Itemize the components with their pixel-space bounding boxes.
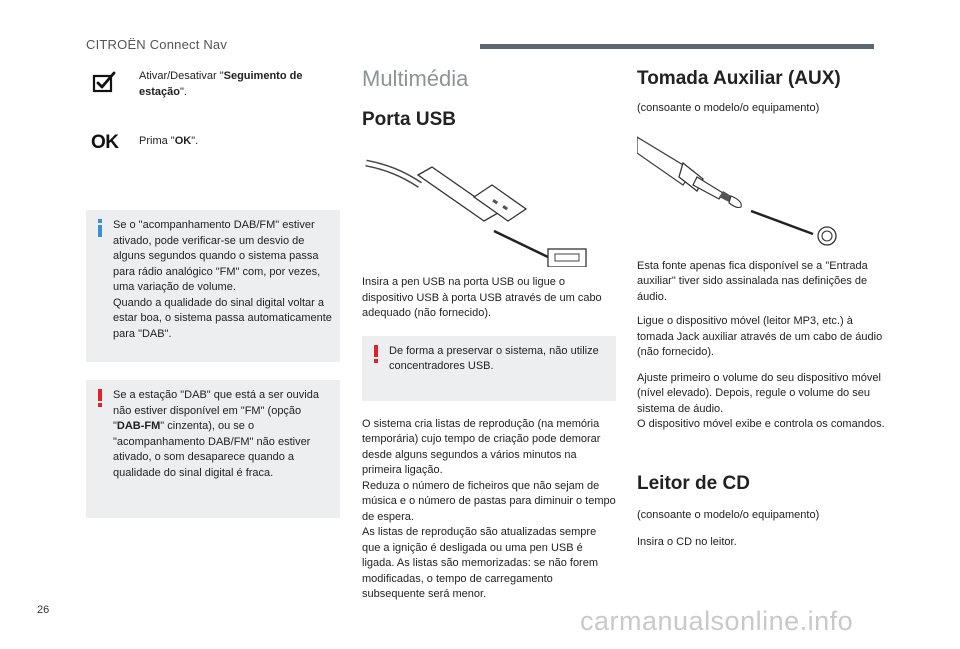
jack-plug-icon (637, 133, 891, 251)
usb-plug-icon (362, 145, 616, 267)
usb-warning-text: De forma a preservar o sistema, não utilize concentradores USB. (389, 344, 599, 372)
ok-text: Prima "OK". (139, 135, 199, 147)
column-left (86, 62, 340, 518)
info-note (86, 210, 340, 362)
info-icon (94, 219, 106, 237)
station-follow-text: Ativar/Desativar "Seguimento de estação". (139, 70, 303, 98)
aux-text-3: Ajuste primeiro o volume do seu dispositivo móvel (nível elevado). Depois, regule o volume do seu sistema de áudio. O dispositivo móvel exibe e controla os comandos. (637, 371, 885, 430)
aux-heading: Tomada Auxiliar (AUX) (637, 68, 841, 89)
header-title: CITROËN Connect Nav (86, 37, 228, 52)
usb-warning-note (362, 336, 616, 401)
aux-text-2: Ligue o dispositivo móvel (leitor MP3, etc.) à tomada Jack auxiliar através de um cabo de áudio (não fornecido). (637, 315, 883, 358)
usb-illustration (362, 145, 616, 267)
ok-row (86, 122, 340, 194)
ok-icon: OK (91, 132, 119, 153)
column-right (637, 62, 891, 551)
page-number: 26 (37, 604, 50, 616)
watermark: carmanualsonline.info (580, 606, 854, 636)
station-follow-row (86, 62, 340, 122)
playlist-text: O sistema cria listas de reprodução (na memória temporária) cujo tempo de criação pode demorar desde alguns segundos a vários minutos na primeira ligação. Reduza o número de ficheiros que não sejam de música e o número de pastas para diminuir o tempo de espera. As listas de reprodução são atualizadas sempre que a ignição é desligada ou uma pen USB é ligada. As listas são memorizadas: se não forem modificadas, o tempo de carregamento subsequente será menor. (362, 417, 616, 600)
multimedia-title: Multimédia (362, 66, 469, 91)
column-middle (362, 62, 616, 603)
cd-subtitle: (consoante o modelo/o equipamento) (637, 508, 820, 521)
usb-heading: Porta USB (362, 109, 456, 130)
cd-heading: Leitor de CD (637, 472, 750, 494)
checkbox-tick-icon (91, 70, 117, 101)
aux-text-1: Esta fonte apenas fica disponível se a "Entrada auxiliar" tiver sido assinalada nas definições de áudio. (637, 259, 868, 303)
info-note-text: Se o "acompanhamento DAB/FM" estiver ativado, pode verificar-se um desvio de alguns segundos quando o sistema passa para rádio analógico "FM" com, por vezes, uma variação de volume. Quando a qualidade do sinal digital voltar a estar boa, o sistema passa automaticamente para "DAB". (113, 219, 332, 340)
warning-icon (94, 389, 106, 407)
warning-icon (370, 345, 382, 363)
aux-subtitle: (consoante o modelo/o equipamento) (637, 102, 820, 114)
warning-note (86, 380, 340, 518)
cd-text: Insira o CD no leitor. (637, 536, 737, 548)
warning-note-text: Se a estação "DAB" que está a ser ouvida não estiver disponível em "FM" (opção "DAB-FM" cinzenta), ou se o "acompanhamento DAB/FM" não estiver ativado, o som desaparece quando a qualidade do sinal digital é fraca. (113, 389, 319, 479)
header-bar (480, 44, 874, 49)
usb-text: Insira a pen USB na porta USB ou ligue o dispositivo USB à porta USB através de um cabo adequado (não fornecido). (362, 276, 602, 319)
aux-illustration (637, 133, 891, 251)
